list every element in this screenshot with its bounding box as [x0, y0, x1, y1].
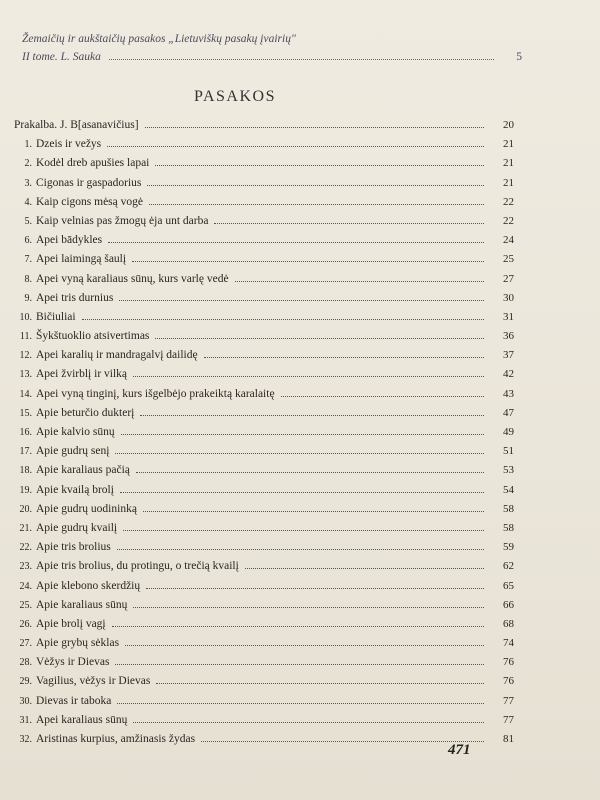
toc-entry-number: 12. [19, 350, 32, 362]
toc-row [14, 672, 514, 691]
toc-entry-number: 30. [19, 695, 32, 707]
toc-row [14, 404, 514, 423]
toc-entry-page: 22 [503, 214, 514, 227]
toc-entry-title: Apie kalvio sūnų [36, 426, 115, 438]
toc-entry-number: 2. [24, 158, 32, 170]
toc-entry-number: 32. [19, 734, 32, 745]
toc-entry-page: 30 [503, 291, 514, 304]
dot-leader [281, 396, 484, 397]
toc-entry-title: Kaip cigons mėsą vogė [36, 195, 143, 208]
toc-entry-page: 21 [503, 138, 514, 151]
toc-row [14, 346, 514, 365]
dot-leader [82, 319, 484, 320]
dot-leader [235, 281, 484, 282]
toc-row [14, 231, 514, 250]
toc-entry-title: Kodėl dreb apušies lapai [36, 157, 150, 170]
dot-leader [120, 492, 484, 493]
dot-leader [132, 261, 484, 262]
toc-entry-number: 31. [19, 714, 32, 726]
toc-entry-number: 24. [19, 580, 32, 592]
toc-row [14, 308, 514, 327]
toc-row [14, 365, 514, 384]
dot-leader [125, 645, 484, 646]
dot-leader [204, 357, 484, 358]
dot-leader [119, 300, 484, 301]
toc-entry-title: Apie gudrų kvailį [36, 521, 118, 534]
toc-entry-page: 21 [503, 176, 514, 189]
toc-entry-number: 9. [24, 292, 32, 304]
toc-entry-page: 22 [503, 195, 514, 208]
toc-entry-title: Dievas ir taboka [36, 694, 112, 707]
previous-toc-entry [22, 30, 522, 66]
toc-row [14, 519, 514, 538]
toc-entry-number: 11. [19, 331, 32, 343]
toc-entry-page: 76 [503, 656, 514, 669]
toc-entry-number: 17. [19, 446, 32, 458]
toc-entry-number: 6. [24, 235, 32, 247]
dot-leader [112, 626, 484, 627]
toc-entry-title: Dzeis ir vežys [36, 138, 102, 151]
toc-intro-page: 20 [503, 119, 514, 131]
toc-entry-title: Apie karaliaus pačią [36, 464, 130, 477]
toc-row [14, 634, 514, 653]
previous-entry-title: Žemaičių ir aukštaičių pasakos „Lietuviškų pasakų įvairių" [22, 33, 296, 45]
toc-entry-title: Apie brolį vagį [36, 617, 106, 630]
toc-entry-number: 20. [19, 503, 32, 515]
toc-row [14, 135, 514, 154]
toc-entry-page: 24 [503, 234, 514, 247]
previous-entry-author: II tome. L. Sauka [22, 51, 101, 63]
toc-row [14, 596, 514, 615]
toc-row [14, 327, 514, 346]
section-title: PASAKOS [194, 88, 276, 105]
table-of-contents [14, 116, 514, 749]
toc-entry-number: 28. [19, 657, 32, 669]
toc-entry-number: 7. [24, 254, 32, 266]
toc-entry-title: Apie tris brolius [36, 541, 111, 554]
dot-leader [109, 59, 494, 60]
toc-row [14, 557, 514, 576]
toc-entry-page: 21 [503, 157, 514, 170]
toc-entry-title: Apei vyną karaliaus sūnų, kurs varlę vedė [36, 272, 229, 285]
toc-intro-title: Prakalba. J. B[asanavičius] [14, 119, 139, 131]
dot-leader [143, 511, 484, 512]
toc-entry-title: Apie karaliaus sūnų [36, 598, 128, 611]
toc-entry-title: Apei tris durnius [36, 291, 114, 304]
toc-row [14, 615, 514, 634]
toc-row [14, 270, 514, 289]
toc-entry-number: 19. [19, 484, 32, 496]
toc-entry-title: Apie tris brolius, du protingu, o trečią kvailį [36, 560, 239, 573]
toc-entry-page: 59 [503, 541, 514, 554]
toc-entry-number: 13. [19, 369, 32, 381]
toc-entry-page: 47 [503, 406, 514, 419]
toc-entry-number: 4. [24, 196, 32, 208]
toc-entry-number: 5. [24, 215, 32, 227]
toc-entry-number: 3. [24, 177, 32, 189]
toc-entry-number: 18. [19, 465, 32, 477]
dot-leader [214, 223, 484, 224]
toc-entry-page: 66 [503, 598, 514, 611]
toc-entry-number: 29. [19, 676, 32, 688]
toc-row [14, 538, 514, 557]
dot-leader [133, 607, 484, 608]
toc-entry-number: 25. [19, 599, 32, 611]
dot-leader [133, 722, 484, 723]
toc-row [14, 461, 514, 480]
toc-row [14, 500, 514, 519]
dot-leader [155, 165, 484, 166]
toc-entry-title: Apei vyną tinginį, kurs išgelbėjo prakeiktą karalaitę [36, 387, 275, 400]
toc-entry-number: 1. [24, 139, 32, 151]
toc-entry-number: 22. [19, 542, 32, 554]
toc-entry-title: Apie kvailą brolį [36, 483, 114, 496]
toc-entry-title: Apei žvirblį ir vilką [36, 368, 128, 381]
dot-leader [147, 185, 484, 186]
toc-entry-title: Bičiuliai [36, 310, 76, 323]
toc-entry-title: Cigonas ir gaspadorius [36, 176, 142, 189]
dot-leader [140, 415, 484, 416]
toc-entry-number: 21. [19, 522, 32, 534]
toc-entry-page: 36 [503, 330, 514, 343]
toc-row [14, 289, 514, 308]
toc-entry-page: 62 [503, 560, 514, 573]
toc-entry-page: 68 [503, 617, 514, 630]
toc-entry-page: 42 [503, 368, 514, 381]
dot-leader [155, 338, 484, 339]
toc-entry-number: 14. [19, 388, 32, 400]
dot-leader [108, 242, 484, 243]
toc-entry-title: Apei laimingą šaulį [36, 253, 127, 266]
toc-entry-title: Apei karalių ir mandragalvį dailidę [36, 349, 198, 362]
toc-entry-page: 51 [503, 445, 514, 458]
toc-entry-page: 27 [503, 272, 514, 285]
toc-entry-number: 26. [19, 618, 32, 630]
toc-entry-title: Kaip velnias pas žmogų ėja unt darba [36, 214, 209, 227]
toc-row [14, 653, 514, 672]
toc-entry-page: 37 [503, 349, 514, 362]
toc-entry-page: 81 [503, 733, 514, 745]
toc-entry-page: 58 [503, 521, 514, 534]
toc-entry-page: 77 [503, 713, 514, 726]
toc-entry-page: 25 [503, 253, 514, 266]
dot-leader [117, 703, 484, 704]
toc-entry-page: 65 [503, 579, 514, 592]
dot-leader [149, 204, 484, 205]
toc-entry-page: 76 [503, 675, 514, 688]
toc-entry-number: 10. [19, 311, 32, 323]
dot-leader [156, 683, 484, 684]
toc-row [14, 730, 514, 749]
dot-leader [136, 472, 484, 473]
dot-leader [121, 434, 484, 435]
toc-row [14, 481, 514, 500]
toc-entry-title: Apie grybų sėklas [36, 637, 120, 650]
dot-leader [123, 530, 484, 531]
toc-row [14, 385, 514, 404]
toc-row [14, 212, 514, 231]
toc-row [14, 577, 514, 596]
toc-entry-page: 49 [503, 426, 514, 438]
toc-entry-title: Šykštuoklio atsivertimas [36, 330, 150, 343]
toc-entry-title: Vagilius, vėžys ir Dievas [36, 675, 151, 688]
toc-row [14, 154, 514, 173]
toc-entry-number: 16. [19, 427, 32, 438]
toc-entry-page: 54 [503, 483, 514, 496]
dot-leader [146, 588, 484, 589]
toc-entry-page: 77 [503, 694, 514, 707]
toc-entry-title: Apie gudrų senį [36, 445, 110, 458]
dot-leader [201, 741, 484, 742]
toc-entry-page: 53 [503, 464, 514, 477]
toc-row [14, 250, 514, 269]
toc-row [14, 711, 514, 730]
toc-entry-page: 31 [503, 310, 514, 323]
toc-row [14, 174, 514, 193]
dot-leader [107, 146, 484, 147]
toc-entry-title: Vėžys ir Dievas [36, 656, 110, 669]
toc-row [14, 193, 514, 212]
page-number: 471 [448, 742, 471, 758]
toc-entry-number: 15. [19, 407, 32, 419]
toc-entry-number: 27. [19, 638, 32, 650]
toc-row [14, 423, 514, 442]
toc-row [14, 442, 514, 461]
dot-leader [245, 568, 484, 569]
toc-entry-title: Apie beturčio dukterį [36, 406, 135, 419]
toc-entry-page: 74 [503, 637, 514, 650]
toc-entry-page: 58 [503, 502, 514, 515]
toc-entry-title: Apie gudrų uodininką [36, 502, 137, 515]
dot-leader [145, 127, 484, 128]
toc-entry-number: 23. [19, 561, 32, 573]
previous-entry-page: 5 [516, 51, 522, 63]
toc-intro-row [14, 116, 514, 135]
toc-row [14, 692, 514, 711]
dot-leader [133, 376, 484, 377]
toc-entry-number: 8. [24, 273, 32, 285]
dot-leader [115, 453, 484, 454]
dot-leader [117, 549, 484, 550]
toc-entry-page: 43 [503, 387, 514, 400]
toc-entry-title: Apei bādykles [36, 234, 103, 247]
toc-entry-title: Aristinas kurpius, amžinasis žydas [36, 733, 196, 745]
toc-entry-title: Apei karaliaus sūnų [36, 713, 128, 726]
dot-leader [115, 664, 484, 665]
toc-entry-title: Apie klebono skerdžių [36, 579, 141, 592]
